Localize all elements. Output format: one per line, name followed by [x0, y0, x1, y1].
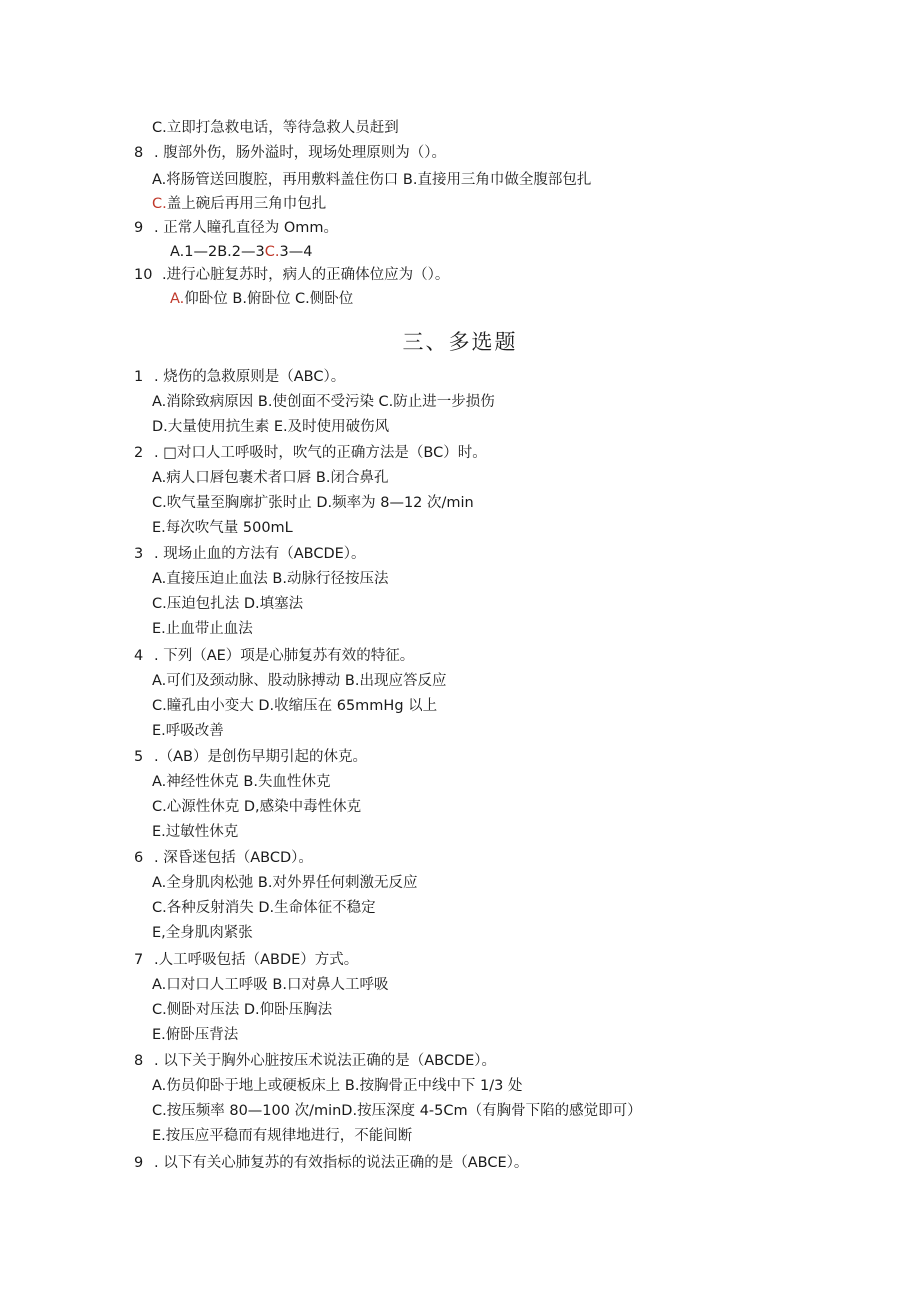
option-line: E,全身肌肉紧张	[152, 925, 253, 941]
option-line: A.全身肌肉松弛 B.对外界任何刺激无反应	[152, 875, 418, 891]
question-3	[134, 544, 366, 564]
q10-options	[170, 289, 353, 309]
question-text: . 以下有关心肺复苏的有效指标的说法正确的是（ABCE）。	[154, 1155, 529, 1171]
answer-letter: C.	[152, 196, 167, 212]
option-line: A.伤员仰卧于地上或硬板床上 B.按胸骨正中线中下 1/3 处	[152, 1078, 523, 1094]
section-title: 三、多选题	[402, 330, 518, 354]
option-line: A.消除致病原因 B.使创面不受污染 C.防止进一步损伤	[152, 394, 495, 410]
option-line: C.按压频率 80—100 次/minD.按压深度 4-5Cm（有胸骨下陷的感觉即可）	[152, 1103, 642, 1119]
option-text: A.1—2B.2—3	[170, 244, 265, 260]
answer-letter: C.	[264, 244, 280, 260]
option-line: E.按压应平稳而有规律地进行，不能间断	[152, 1128, 413, 1144]
question-8	[134, 1051, 496, 1071]
option-line: C.各种反射消失 D.生命体征不稳定	[152, 900, 376, 916]
question-10	[134, 265, 449, 285]
question-5	[134, 747, 367, 767]
question-text: . 深昏迷包括（ABCD）。	[154, 850, 313, 866]
answer-letter: A.	[170, 291, 185, 307]
question-number: 8	[134, 1053, 144, 1069]
question-4	[134, 646, 414, 666]
option-line: E.呼吸改善	[152, 723, 224, 739]
option-line: A.直接压迫止血法 B.动脉行径按压法	[152, 571, 389, 587]
option-line: A.病人口唇包裹术者口唇 B.闭合鼻孔	[152, 470, 389, 486]
question-number: 9	[134, 1155, 144, 1171]
option-line: C.压迫包扎法 D.填塞法	[152, 596, 304, 612]
option-line: C.侧卧对压法 D.仰卧压胸法	[152, 1002, 333, 1018]
question-number: 3	[134, 546, 144, 562]
question-number: 2	[134, 445, 144, 461]
question-2	[134, 443, 487, 463]
question-text: .进行心脏复苏时，病人的正确体位应为（）。	[162, 267, 450, 283]
option-text: 仰卧位 B.俯卧位 C.侧卧位	[184, 291, 354, 307]
q7-option-c: C.立即打急救电话，等待急救人员赶到	[152, 120, 399, 136]
question-text: .人工呼吸包括（ABDE）方式。	[154, 952, 359, 968]
question-number: 8	[134, 145, 144, 161]
question-9	[134, 218, 338, 238]
option-line: E.俯卧压背法	[152, 1027, 239, 1043]
option-text: 盖上碗后再用三角巾包扎	[166, 196, 327, 212]
question-7	[134, 950, 358, 970]
question-1	[134, 367, 345, 387]
option-line: A.可们及颈动脉、股动脉搏动 B.出现应答反应	[152, 673, 447, 689]
q9-options	[170, 242, 312, 262]
q8-options-ab: A.将肠管送回腹腔，再用敷料盖住伤口 B.直接用三角巾做全腹部包扎	[152, 172, 592, 188]
question-text: . 现场止血的方法有（ABCDE）。	[154, 546, 366, 562]
option-text: 3—4	[279, 244, 313, 260]
question-number: 9	[134, 220, 144, 236]
question-text: . 烧伤的急救原则是（ABC）。	[154, 369, 346, 385]
question-number: 7	[134, 952, 144, 968]
option-line: C.心源性休克 D,感染中毒性休克	[152, 799, 362, 815]
question-text: . □对口人工呼吸时，吹气的正确方法是（BC）时。	[154, 445, 487, 461]
option-line: C.瞳孔由小变大 D.收缩压在 65mmHg 以上	[152, 698, 438, 714]
option-line: E.每次吹气量 500mL	[152, 520, 293, 536]
question-text: .（AB）是创伤早期引起的休克。	[154, 749, 367, 765]
option-line: E.止血带止血法	[152, 621, 253, 637]
question-number: 1	[134, 369, 144, 385]
question-text: . 以下关于胸外心脏按压术说法正确的是（ABCDE）。	[154, 1053, 497, 1069]
question-6	[134, 848, 313, 868]
option-line: D.大量使用抗生素 E.及时使用破伤风	[152, 419, 390, 435]
option-line: A.口对口人工呼吸 B.口对鼻人工呼吸	[152, 977, 389, 993]
question-number: 4	[134, 648, 144, 664]
question-9	[134, 1153, 528, 1173]
question-number: 6	[134, 850, 144, 866]
option-line: C.吹气量至胸廓扩张时止 D.频率为 8—12 次/min	[152, 495, 474, 511]
option-line: A.神经性休克 B.失血性休克	[152, 774, 331, 790]
question-number: 5	[134, 749, 144, 765]
question-number: 10	[134, 267, 153, 283]
question-8	[134, 143, 446, 163]
option-line: E.过敏性休克	[152, 824, 239, 840]
question-text: . 正常人瞳孔直径为 Omm。	[154, 220, 338, 236]
q8-option-c	[152, 194, 326, 214]
question-text: . 腹部外伤，肠外溢时，现场处理原则为（）。	[154, 145, 446, 161]
question-text: . 下列（AE）项是心肺复苏有效的特征。	[154, 648, 415, 664]
